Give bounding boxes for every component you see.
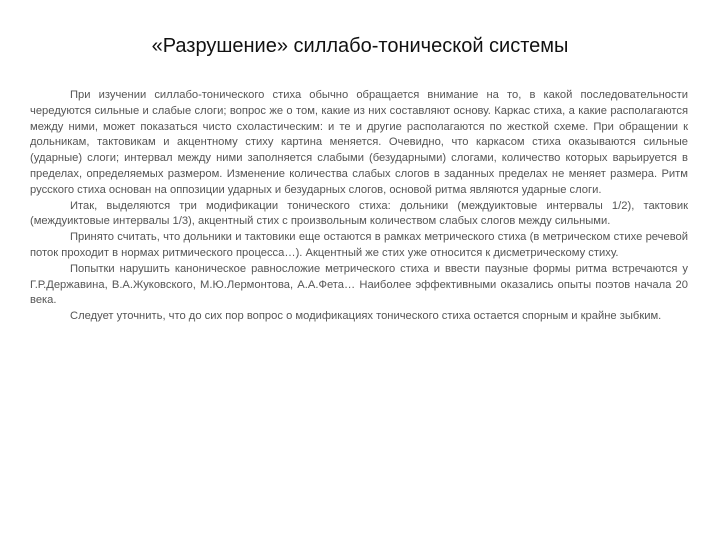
paragraph-2: Итак, выделяются три модификации тонического стиха: дольники (междуиктовые интервалы 1/2), тактовик (междуиктовые интервалы 1/3), акцентный стих с произвольным количеством слабых слогов между сильными. bbox=[30, 199, 688, 228]
paragraph-4: Попытки нарушить каноническое равносложие метрического стиха и ввести паузные формы ритма встречаются у Г.Р.Державина, В.А.Жуковского, М.Ю.Лермонтова, А.А.Фета… Наиболее эффективными оказались опыты поэтов начала 20 века. bbox=[30, 262, 688, 307]
paragraph-3: Принято считать, что дольники и тактовики еще остаются в рамках метрического стиха (в метрическом стихе речевой поток проходит в нормах ритмического процесса…). Акцентный же стих уже относится к дисметрическому стиху. bbox=[30, 231, 688, 259]
slide-body bbox=[30, 88, 688, 325]
slide-title: «Разрушение» силлабо-тонической системы bbox=[151, 35, 569, 57]
paragraph-5: Следует уточнить, что до сих пор вопрос о модификациях тонического стиха остается спорным и крайне зыбким. bbox=[70, 310, 662, 323]
paragraph-1: При изучении силлабо-тонического стиха обычно обращается внимание на то, в какой последовательности чередуются сильные и слабые слоги; вопрос же о том, какие из них составляют основу. Каркас стиха, а какие располагаются между ними, может показаться чисто схоластическим: и те и другие располагаются по жесткой схеме. При обращении к дольникам, тактовикам и акцентному стиху картина меняется. Очевидно, что каркасом стиха оказываются сильные (ударные) слоги; интервал между ними заполняется слабыми (безударными) слогами, количество которых варьируется в пределах, определяемых размером. Изменение количества слабых слогов в заданных пределах не меняет размера. Ритм русского стиха основан на оппозиции ударных и безударных слогов, основой ритма являются ударные слоги. bbox=[30, 89, 688, 196]
